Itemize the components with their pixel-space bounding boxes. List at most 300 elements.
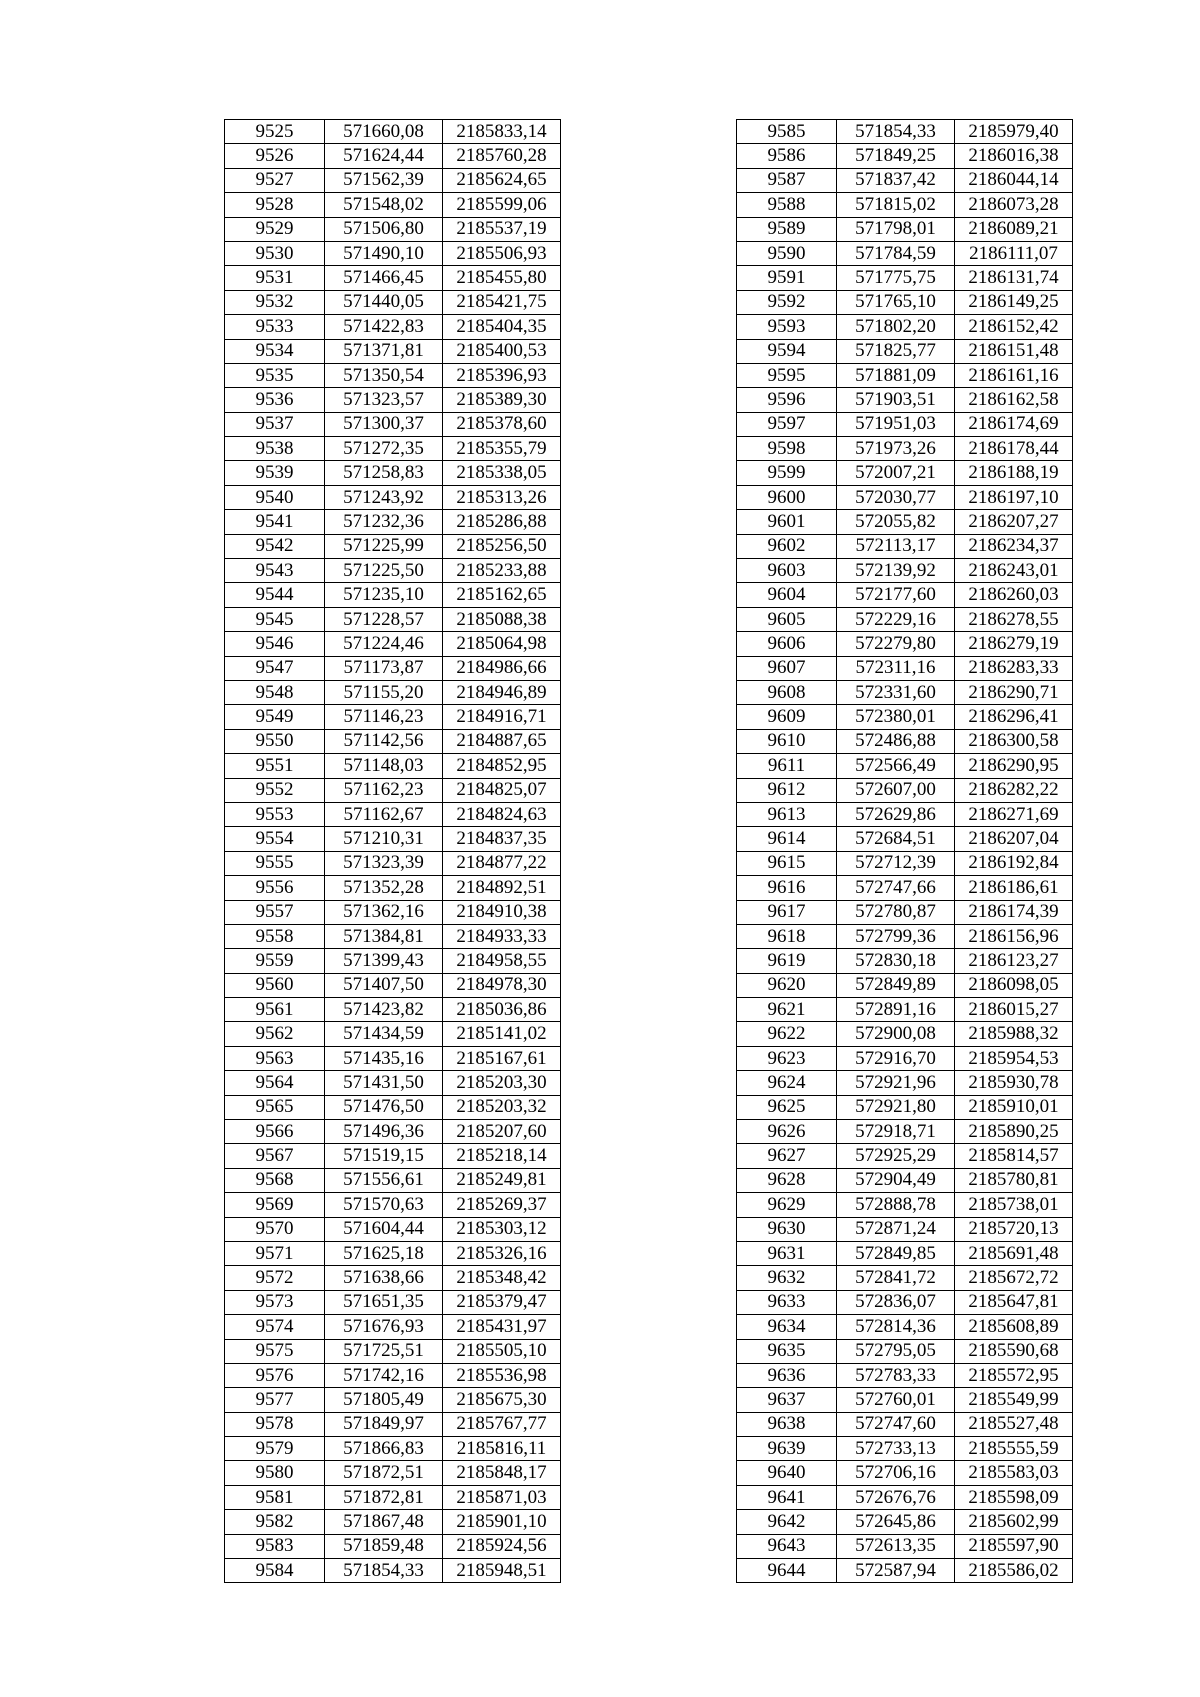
x-coordinate-cell: 571162,23	[325, 778, 443, 802]
y-coordinate-cell: 2186111,07	[955, 241, 1073, 265]
x-coordinate-cell: 571881,09	[837, 363, 955, 387]
point-number-cell: 9616	[737, 876, 837, 900]
y-coordinate-cell: 2185675,30	[443, 1388, 561, 1412]
y-coordinate-cell: 2186098,05	[955, 973, 1073, 997]
x-coordinate-cell: 571210,31	[325, 827, 443, 851]
x-coordinate-cell: 571371,81	[325, 339, 443, 363]
y-coordinate-cell: 2186300,58	[955, 729, 1073, 753]
x-coordinate-cell: 572486,88	[837, 729, 955, 753]
table-row	[737, 120, 1073, 144]
table-row	[225, 1461, 561, 1485]
x-coordinate-cell: 572733,13	[837, 1437, 955, 1461]
table-row	[225, 1022, 561, 1046]
y-coordinate-cell: 2185555,59	[955, 1437, 1073, 1461]
y-coordinate-cell: 2185954,53	[955, 1046, 1073, 1070]
table-row	[737, 778, 1073, 802]
y-coordinate-cell: 2185572,95	[955, 1363, 1073, 1387]
point-number-cell: 9626	[737, 1120, 837, 1144]
table-row	[225, 1412, 561, 1436]
table-row	[737, 168, 1073, 192]
point-number-cell: 9612	[737, 778, 837, 802]
coordinates-table-right	[736, 119, 1073, 1583]
x-coordinate-cell: 571866,83	[325, 1437, 443, 1461]
y-coordinate-cell: 2184824,63	[443, 802, 561, 826]
point-number-cell: 9596	[737, 388, 837, 412]
x-coordinate-cell: 572607,00	[837, 778, 955, 802]
table-row	[737, 827, 1073, 851]
point-number-cell: 9531	[225, 266, 325, 290]
y-coordinate-cell: 2185249,81	[443, 1168, 561, 1192]
x-coordinate-cell: 571849,25	[837, 144, 955, 168]
point-number-cell: 9558	[225, 924, 325, 948]
y-coordinate-cell: 2184910,38	[443, 900, 561, 924]
x-coordinate-cell: 571903,51	[837, 388, 955, 412]
table-row	[225, 924, 561, 948]
point-number-cell: 9621	[737, 998, 837, 1022]
table-row	[225, 632, 561, 656]
x-coordinate-cell: 572279,80	[837, 632, 955, 656]
table-row	[225, 778, 561, 802]
point-number-cell: 9625	[737, 1095, 837, 1119]
x-coordinate-cell: 571323,39	[325, 851, 443, 875]
x-coordinate-cell: 572780,87	[837, 900, 955, 924]
y-coordinate-cell: 2185207,60	[443, 1120, 561, 1144]
x-coordinate-cell: 572676,76	[837, 1485, 955, 1509]
x-coordinate-cell: 572871,24	[837, 1217, 955, 1241]
x-coordinate-cell: 572645,86	[837, 1510, 955, 1534]
point-number-cell: 9639	[737, 1437, 837, 1461]
x-coordinate-cell: 572747,60	[837, 1412, 955, 1436]
x-coordinate-cell: 571802,20	[837, 315, 955, 339]
point-number-cell: 9555	[225, 851, 325, 875]
point-number-cell: 9619	[737, 949, 837, 973]
point-number-cell: 9631	[737, 1241, 837, 1265]
y-coordinate-cell: 2185527,48	[955, 1412, 1073, 1436]
x-coordinate-cell: 571399,43	[325, 949, 443, 973]
point-number-cell: 9535	[225, 363, 325, 387]
y-coordinate-cell: 2186243,01	[955, 559, 1073, 583]
point-number-cell: 9577	[225, 1388, 325, 1412]
point-number-cell: 9618	[737, 924, 837, 948]
table-row	[225, 1437, 561, 1461]
table-row	[737, 583, 1073, 607]
point-number-cell: 9644	[737, 1559, 837, 1583]
y-coordinate-cell: 2186260,03	[955, 583, 1073, 607]
y-coordinate-cell: 2185549,99	[955, 1388, 1073, 1412]
x-coordinate-cell: 572918,71	[837, 1120, 955, 1144]
point-number-cell: 9642	[737, 1510, 837, 1534]
point-number-cell: 9637	[737, 1388, 837, 1412]
table-row	[737, 412, 1073, 436]
x-coordinate-cell: 572331,60	[837, 680, 955, 704]
point-number-cell: 9549	[225, 705, 325, 729]
point-number-cell: 9634	[737, 1315, 837, 1339]
point-number-cell: 9628	[737, 1168, 837, 1192]
table-row	[737, 193, 1073, 217]
table-row	[737, 1412, 1073, 1436]
table-row	[225, 510, 561, 534]
point-number-cell: 9587	[737, 168, 837, 192]
point-number-cell: 9564	[225, 1071, 325, 1095]
x-coordinate-cell: 571854,33	[325, 1559, 443, 1583]
point-number-cell: 9600	[737, 485, 837, 509]
x-coordinate-cell: 572891,16	[837, 998, 955, 1022]
table-row	[737, 851, 1073, 875]
table-row	[225, 461, 561, 485]
point-number-cell: 9627	[737, 1144, 837, 1168]
table-row	[225, 217, 561, 241]
table-row	[225, 998, 561, 1022]
y-coordinate-cell: 2185890,25	[955, 1120, 1073, 1144]
y-coordinate-cell: 2186290,71	[955, 680, 1073, 704]
point-number-cell: 9597	[737, 412, 837, 436]
x-coordinate-cell: 571506,80	[325, 217, 443, 241]
table-row	[737, 485, 1073, 509]
y-coordinate-cell: 2186149,25	[955, 290, 1073, 314]
y-coordinate-cell: 2185780,81	[955, 1168, 1073, 1192]
y-coordinate-cell: 2185203,30	[443, 1071, 561, 1095]
table-row	[225, 1168, 561, 1192]
table-row	[225, 754, 561, 778]
point-number-cell: 9623	[737, 1046, 837, 1070]
point-number-cell: 9601	[737, 510, 837, 534]
x-coordinate-cell: 571765,10	[837, 290, 955, 314]
table-row	[737, 1022, 1073, 1046]
x-coordinate-cell: 572849,89	[837, 973, 955, 997]
x-coordinate-cell: 571148,03	[325, 754, 443, 778]
x-coordinate-cell: 571155,20	[325, 680, 443, 704]
y-coordinate-cell: 2185326,16	[443, 1241, 561, 1265]
x-coordinate-cell: 571225,50	[325, 559, 443, 583]
y-coordinate-cell: 2186016,38	[955, 144, 1073, 168]
table-row	[225, 1559, 561, 1583]
point-number-cell: 9585	[737, 120, 837, 144]
point-number-cell: 9580	[225, 1461, 325, 1485]
y-coordinate-cell: 2186151,48	[955, 339, 1073, 363]
table-row	[737, 1217, 1073, 1241]
y-coordinate-cell: 2185404,35	[443, 315, 561, 339]
x-coordinate-cell: 571805,49	[325, 1388, 443, 1412]
y-coordinate-cell: 2185396,93	[443, 363, 561, 387]
x-coordinate-cell: 571973,26	[837, 437, 955, 461]
point-number-cell: 9544	[225, 583, 325, 607]
point-number-cell: 9603	[737, 559, 837, 583]
x-coordinate-cell: 571784,59	[837, 241, 955, 265]
table-row	[737, 632, 1073, 656]
table-row	[225, 1046, 561, 1070]
y-coordinate-cell: 2185608,89	[955, 1315, 1073, 1339]
table-row	[737, 1339, 1073, 1363]
table-row	[737, 1290, 1073, 1314]
x-coordinate-cell: 572055,82	[837, 510, 955, 534]
x-coordinate-cell: 571604,44	[325, 1217, 443, 1241]
point-number-cell: 9604	[737, 583, 837, 607]
x-coordinate-cell: 571859,48	[325, 1534, 443, 1558]
table-row	[225, 1071, 561, 1095]
x-coordinate-cell: 571872,81	[325, 1485, 443, 1509]
y-coordinate-cell: 2185203,32	[443, 1095, 561, 1119]
y-coordinate-cell: 2186174,69	[955, 412, 1073, 436]
x-coordinate-cell: 572904,49	[837, 1168, 955, 1192]
x-coordinate-cell: 572916,70	[837, 1046, 955, 1070]
y-coordinate-cell: 2185767,77	[443, 1412, 561, 1436]
point-number-cell: 9546	[225, 632, 325, 656]
table-row	[737, 1485, 1073, 1509]
table-row	[737, 559, 1073, 583]
y-coordinate-cell: 2185313,26	[443, 485, 561, 509]
y-coordinate-cell: 2185848,17	[443, 1461, 561, 1485]
table-row	[225, 241, 561, 265]
point-number-cell: 9540	[225, 485, 325, 509]
x-coordinate-cell: 572030,77	[837, 485, 955, 509]
table-row	[737, 241, 1073, 265]
y-coordinate-cell: 2185537,19	[443, 217, 561, 241]
x-coordinate-cell: 572113,17	[837, 534, 955, 558]
y-coordinate-cell: 2186156,96	[955, 924, 1073, 948]
table-row	[225, 1266, 561, 1290]
table-row	[225, 729, 561, 753]
table-row	[737, 266, 1073, 290]
point-number-cell: 9525	[225, 120, 325, 144]
point-number-cell: 9636	[737, 1363, 837, 1387]
point-number-cell: 9566	[225, 1120, 325, 1144]
x-coordinate-cell: 572566,49	[837, 754, 955, 778]
x-coordinate-cell: 571548,02	[325, 193, 443, 217]
x-coordinate-cell: 571825,77	[837, 339, 955, 363]
table-row	[225, 1144, 561, 1168]
point-number-cell: 9530	[225, 241, 325, 265]
y-coordinate-cell: 2184958,55	[443, 949, 561, 973]
point-number-cell: 9532	[225, 290, 325, 314]
table-row	[225, 412, 561, 436]
x-coordinate-cell: 572139,92	[837, 559, 955, 583]
point-number-cell: 9605	[737, 607, 837, 631]
y-coordinate-cell: 2185233,88	[443, 559, 561, 583]
point-number-cell: 9620	[737, 973, 837, 997]
y-coordinate-cell: 2184825,07	[443, 778, 561, 802]
table-row	[225, 949, 561, 973]
x-coordinate-cell: 572760,01	[837, 1388, 955, 1412]
y-coordinate-cell: 2186290,95	[955, 754, 1073, 778]
table-row	[225, 802, 561, 826]
y-coordinate-cell: 2186123,27	[955, 949, 1073, 973]
table-row	[737, 705, 1073, 729]
table-row	[737, 729, 1073, 753]
x-coordinate-cell: 571384,81	[325, 924, 443, 948]
table-row	[737, 656, 1073, 680]
point-number-cell: 9592	[737, 290, 837, 314]
table-row	[737, 607, 1073, 631]
point-number-cell: 9557	[225, 900, 325, 924]
point-number-cell: 9602	[737, 534, 837, 558]
table-row	[737, 437, 1073, 461]
point-number-cell: 9552	[225, 778, 325, 802]
y-coordinate-cell: 2184837,35	[443, 827, 561, 851]
x-coordinate-cell: 571323,57	[325, 388, 443, 412]
y-coordinate-cell: 2185036,86	[443, 998, 561, 1022]
y-coordinate-cell: 2186073,28	[955, 193, 1073, 217]
point-number-cell: 9607	[737, 656, 837, 680]
table-row	[737, 1461, 1073, 1485]
table-row	[225, 388, 561, 412]
x-coordinate-cell: 571228,57	[325, 607, 443, 631]
x-coordinate-cell: 572900,08	[837, 1022, 955, 1046]
x-coordinate-cell: 571854,33	[837, 120, 955, 144]
table-row	[737, 217, 1073, 241]
x-coordinate-cell: 572229,16	[837, 607, 955, 631]
x-coordinate-cell: 572587,94	[837, 1559, 955, 1583]
y-coordinate-cell: 2186271,69	[955, 802, 1073, 826]
y-coordinate-cell: 2186089,21	[955, 217, 1073, 241]
point-number-cell: 9563	[225, 1046, 325, 1070]
table-row	[737, 363, 1073, 387]
y-coordinate-cell: 2185167,61	[443, 1046, 561, 1070]
y-coordinate-cell: 2185924,56	[443, 1534, 561, 1558]
table-row	[225, 144, 561, 168]
point-number-cell: 9571	[225, 1241, 325, 1265]
x-coordinate-cell: 571849,97	[325, 1412, 443, 1436]
y-coordinate-cell: 2184916,71	[443, 705, 561, 729]
y-coordinate-cell: 2185400,53	[443, 339, 561, 363]
x-coordinate-cell: 572380,01	[837, 705, 955, 729]
point-number-cell: 9574	[225, 1315, 325, 1339]
y-coordinate-cell: 2185355,79	[443, 437, 561, 461]
point-number-cell: 9632	[737, 1266, 837, 1290]
point-number-cell: 9539	[225, 461, 325, 485]
y-coordinate-cell: 2185691,48	[955, 1241, 1073, 1265]
point-number-cell: 9582	[225, 1510, 325, 1534]
table-row	[737, 1071, 1073, 1095]
y-coordinate-cell: 2185586,02	[955, 1559, 1073, 1583]
point-number-cell: 9570	[225, 1217, 325, 1241]
y-coordinate-cell: 2185269,37	[443, 1193, 561, 1217]
coordinates-table-body	[737, 120, 1073, 1583]
table-row	[737, 1193, 1073, 1217]
y-coordinate-cell: 2186186,61	[955, 876, 1073, 900]
point-number-cell: 9527	[225, 168, 325, 192]
table-row	[225, 973, 561, 997]
point-number-cell: 9615	[737, 851, 837, 875]
x-coordinate-cell: 572849,85	[837, 1241, 955, 1265]
y-coordinate-cell: 2186279,19	[955, 632, 1073, 656]
point-number-cell: 9635	[737, 1339, 837, 1363]
point-number-cell: 9568	[225, 1168, 325, 1192]
x-coordinate-cell: 572706,16	[837, 1461, 955, 1485]
x-coordinate-cell: 571490,10	[325, 241, 443, 265]
point-number-cell: 9606	[737, 632, 837, 656]
y-coordinate-cell: 2186131,74	[955, 266, 1073, 290]
table-row	[225, 1534, 561, 1558]
point-number-cell: 9638	[737, 1412, 837, 1436]
point-number-cell: 9641	[737, 1485, 837, 1509]
table-row	[225, 559, 561, 583]
y-coordinate-cell: 2185583,03	[955, 1461, 1073, 1485]
x-coordinate-cell: 572007,21	[837, 461, 955, 485]
point-number-cell: 9576	[225, 1363, 325, 1387]
x-coordinate-cell: 571407,50	[325, 973, 443, 997]
x-coordinate-cell: 571235,10	[325, 583, 443, 607]
point-number-cell: 9548	[225, 680, 325, 704]
x-coordinate-cell: 571837,42	[837, 168, 955, 192]
point-number-cell: 9538	[225, 437, 325, 461]
x-coordinate-cell: 571638,66	[325, 1266, 443, 1290]
point-number-cell: 9529	[225, 217, 325, 241]
table-row	[225, 1095, 561, 1119]
y-coordinate-cell: 2185624,65	[443, 168, 561, 192]
x-coordinate-cell: 571362,16	[325, 900, 443, 924]
table-row	[225, 290, 561, 314]
table-row	[737, 1144, 1073, 1168]
table-row	[225, 437, 561, 461]
point-number-cell: 9589	[737, 217, 837, 241]
x-coordinate-cell: 571725,51	[325, 1339, 443, 1363]
point-number-cell: 9526	[225, 144, 325, 168]
point-number-cell: 9543	[225, 559, 325, 583]
x-coordinate-cell: 571660,08	[325, 120, 443, 144]
point-number-cell: 9536	[225, 388, 325, 412]
table-row	[737, 949, 1073, 973]
y-coordinate-cell: 2185816,11	[443, 1437, 561, 1461]
y-coordinate-cell: 2184946,89	[443, 680, 561, 704]
x-coordinate-cell: 571775,75	[837, 266, 955, 290]
point-number-cell: 9561	[225, 998, 325, 1022]
point-number-cell: 9565	[225, 1095, 325, 1119]
point-number-cell: 9595	[737, 363, 837, 387]
x-coordinate-cell: 572684,51	[837, 827, 955, 851]
table-row	[225, 656, 561, 680]
y-coordinate-cell: 2184978,30	[443, 973, 561, 997]
y-coordinate-cell: 2186174,39	[955, 900, 1073, 924]
y-coordinate-cell: 2185910,01	[955, 1095, 1073, 1119]
point-number-cell: 9553	[225, 802, 325, 826]
y-coordinate-cell: 2185647,81	[955, 1290, 1073, 1314]
point-number-cell: 9579	[225, 1437, 325, 1461]
point-number-cell: 9537	[225, 412, 325, 436]
x-coordinate-cell: 572888,78	[837, 1193, 955, 1217]
table-row	[737, 1120, 1073, 1144]
point-number-cell: 9575	[225, 1339, 325, 1363]
table-row	[225, 193, 561, 217]
x-coordinate-cell: 572841,72	[837, 1266, 955, 1290]
y-coordinate-cell: 2185064,98	[443, 632, 561, 656]
table-row	[225, 1315, 561, 1339]
point-number-cell: 9583	[225, 1534, 325, 1558]
x-coordinate-cell: 572814,36	[837, 1315, 955, 1339]
x-coordinate-cell: 571742,16	[325, 1363, 443, 1387]
x-coordinate-cell: 571423,82	[325, 998, 443, 1022]
point-number-cell: 9611	[737, 754, 837, 778]
x-coordinate-cell: 572836,07	[837, 1290, 955, 1314]
y-coordinate-cell: 2185421,75	[443, 290, 561, 314]
x-coordinate-cell: 571300,37	[325, 412, 443, 436]
y-coordinate-cell: 2186234,37	[955, 534, 1073, 558]
table-row	[225, 1339, 561, 1363]
point-number-cell: 9554	[225, 827, 325, 851]
y-coordinate-cell: 2185814,57	[955, 1144, 1073, 1168]
y-coordinate-cell: 2186192,84	[955, 851, 1073, 875]
x-coordinate-cell: 571422,83	[325, 315, 443, 339]
y-coordinate-cell: 2186278,55	[955, 607, 1073, 631]
point-number-cell: 9590	[737, 241, 837, 265]
x-coordinate-cell: 571466,45	[325, 266, 443, 290]
x-coordinate-cell: 572613,35	[837, 1534, 955, 1558]
point-number-cell: 9591	[737, 266, 837, 290]
x-coordinate-cell: 572925,29	[837, 1144, 955, 1168]
y-coordinate-cell: 2185536,98	[443, 1363, 561, 1387]
point-number-cell: 9622	[737, 1022, 837, 1046]
y-coordinate-cell: 2185455,80	[443, 266, 561, 290]
table-row	[737, 1510, 1073, 1534]
